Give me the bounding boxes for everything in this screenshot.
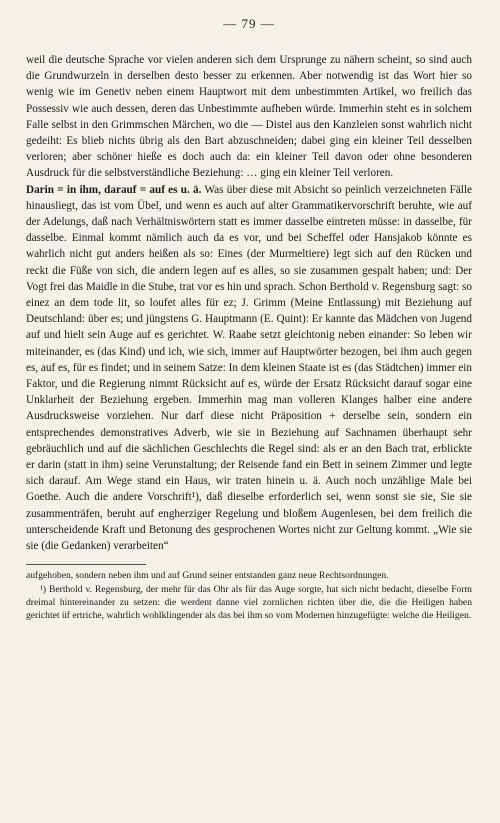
footnotes <box>26 569 472 622</box>
body-text <box>26 52 472 554</box>
footnote-continuation: aufgehoben, sondern neben ihm und auf Grund seiner entstanden ganz neue Rechtsordnungen. <box>26 570 389 582</box>
footnote-divider <box>26 564 146 565</box>
paragraph-1: weil die deutsche Sprache vor vielen anderen sich dem Ursprunge zu nähern scheint, so sind auch die Grundwurzeln in derselben desto besser zu erkennen. Aber notwendig ist das Wort hier so wenig wie im Genetiv neben einem Hauptwort mit dem unbestimmten Artikel, wo freilich das Possessiv wie auch dessen, deren das Unbestimmte aufheben würde. Immerhin steht es in solchem Falle selbst in den Grimmschen Märchen, wo die — Distel aus den Kanzleien sonst wahrlich nicht gedeiht: Es blieb nichts übrig als den Bart abzuschneiden; dabei ging ein kleiner Teil desselben verloren; aber schöner hieße es doch auch da: ein kleiner Teil davon oder ohne besonderen Ausdruck für die selbstverständliche Beziehung: … ging ein kleiner Teil verloren. <box>26 54 472 180</box>
section-heading: Darin = in ihm, darauf = auf es u. ä. <box>26 183 202 196</box>
page-number: — 79 — <box>223 16 275 31</box>
paragraph-2 <box>26 182 472 555</box>
paragraph-2-text: Was über diese mit Absicht so peinlich verzeichneten Fälle hinausliegt, das ist vom Übel, und wenn es auch auf alter Grammatikervorschrift beruhte, wie auf der Adelungs, daß nach Verhältniswörtern statt es immer dasselbe eintreten müsse: in dasselbe, für dasselbe. Einmal kommt nämlich auch da es vor, und bei Scheffel oder Hansjakob könnte es wahrlich nicht gut anders heißen als so: Eines (der Murmeltiere) legt sich auf den Rücken und reckt die Füße von sich, die andern legen auf es alles, so sie zusammen gespalt haben; und: Der Vogt frei das Maidle in die Stube, trat vor es hin und sprach. Schon Berthold v. Regensburg sagt: so einez an dem tode lit, so loufet alles für ez; J. Grimm (Meine Entlassung) mit Beziehung auf Deutschland: über es; und jüngstens G. Hauptmann (E. Quint): Er kannte das Mädchen von Jugend auf und hielt sein Auge auf es gerichtet. W. Raabe setzt gleichtonig neben einander: So leben wir miteinander, es (das Kind) und ich, wie sich, immer auf Hauptwörter bezogen, bei ihm auch gegen es, auf es, für es findet; und in seinem Satze: In dem kleinen Staate ist es (das Städtchen) immer ein Faktor, und die Regierung nimmt Rücksicht auf es, würde der Ersatz Rücksicht darauf sogar eine Unklarheit der Beziehung ergeben. Immerhin mag man volleren Klanges halber eine andere Ausdrucksweise vorziehen. Nur darf diese nicht Präposition + derselbe sein, sondern ein entsprechendes demonstratives Adverb, wie sie in Beziehung auf Sachnamen überhaupt sehr gebräuchlich und auf die sächlichen Geschlechts die Regel sind: als er an den Bach trat, erblickte er darin (statt in ihm) seine Verunstaltung; der Reisende fand ein Bett in seinem Zimmer und legte sich darauf. Am Wege stand ein Haus, wir traten hinein u. ä. Auch noch unzählige Male bei Goethe. Auch die andere Vorschrift¹), daß dieselbe erforderlich sei, wenn sonst sie sie, Sie sie zusammenträfen, beruht auf engherziger Regelung und bloßem Augenlesen, bei dem freilich die unterscheidende Kraft und Betonung des gesprochenen Wortes nicht zur Geltung kommt. „Wie sie sie (die Gedanken) verarbeiten“ <box>26 183 472 553</box>
footnote-1: ¹) Berthold v. Regensburg, der mehr für das Ohr als für das Auge sorgte, hat sich nicht bedacht, dieselbe Form dreimal hintereinander zu setzen: die werdent danne viel zornlichen richten über die, die die Heiligen haben gerichtet üf ertriche, wahrlich wohlklingender als das bei ihm so vom Modernen hinzugefügte: welche die Heiligen. <box>26 583 472 621</box>
